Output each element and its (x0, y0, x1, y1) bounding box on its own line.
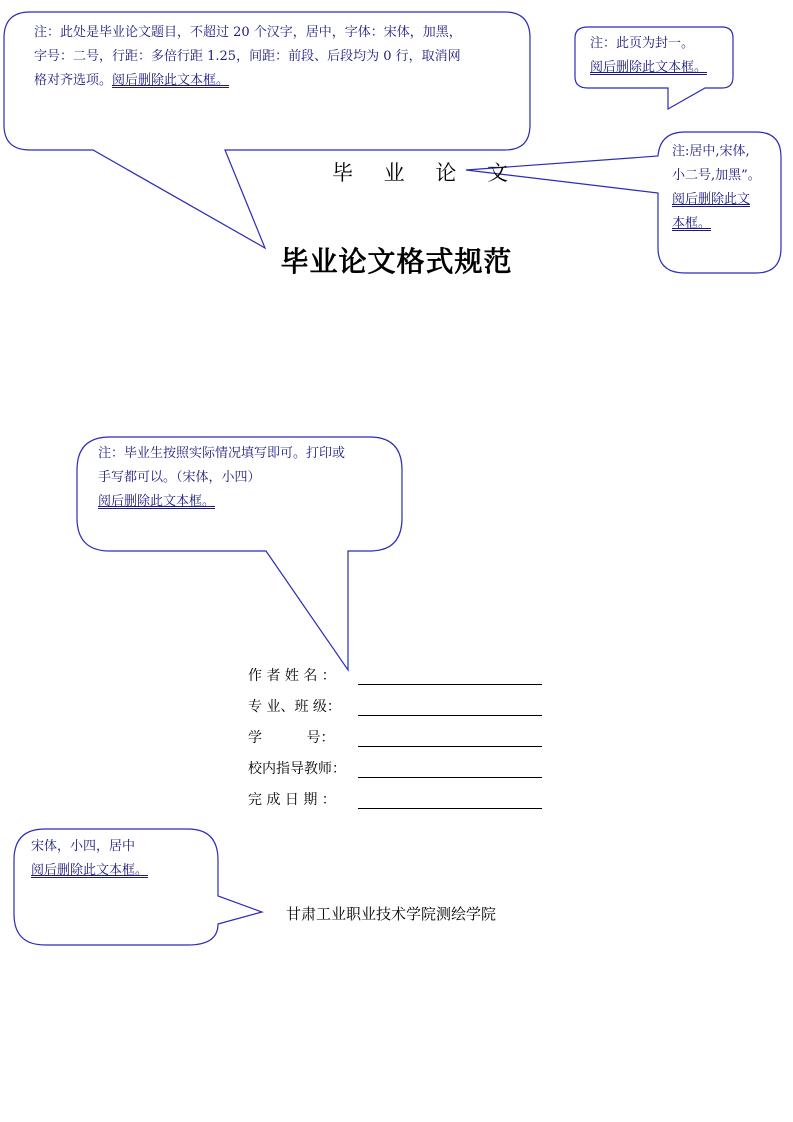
completion-date-field[interactable] (358, 788, 542, 809)
form-label-author-name: 作 者 姓 名 ： (248, 668, 336, 684)
header-note (672, 140, 761, 236)
title-note (34, 21, 514, 93)
author-name-field[interactable] (358, 664, 542, 685)
institution-note-delete: 阅后删除此文本框。 (31, 863, 149, 878)
cover-note-delete: 阅后删除此文本框。 (590, 60, 708, 75)
header-note-line-2: 小二号,加黑”。 (672, 168, 761, 183)
form-label-major-class: 专 业、班 级： (248, 699, 341, 715)
form-row-advisor (248, 756, 542, 778)
title-note-line-1: 注：此处是毕业论文题目，不超过 20 个汉字，居中，字体：宋体，加黑， (34, 25, 462, 40)
student-note-delete: 阅后删除此文本框。 (98, 494, 216, 509)
institution-note-line-1: 宋体，小四，居中 (31, 839, 136, 854)
form-row-author-name (248, 663, 542, 685)
title-note-line-3 (34, 69, 514, 93)
form-row-major-class (248, 694, 542, 716)
institution-note (31, 835, 148, 883)
form-label-completion-date: 完 成 日 期 ： (248, 792, 336, 808)
title-note-text: 格对齐选项。 (34, 73, 113, 88)
header-note-delete-1: 阅后删除此文 (672, 192, 751, 207)
student-note (98, 442, 345, 514)
form-row-completion-date (248, 787, 542, 809)
header-title: 毕 业 论 文 (332, 161, 521, 185)
student-note-line-2: 手写都可以。（宋体，小四） (98, 470, 261, 485)
title-note-line-2: 字号：二号，行距：多倍行距 1.25，间距：前段、后段均为 0 行，取消网 (34, 49, 461, 64)
institution-name: 甘肃工业职业技术学院测绘学院 (286, 905, 497, 923)
cover-note (590, 32, 707, 80)
student-note-line-1: 注：毕业生按照实际情况填写即可。打印或 (98, 446, 346, 461)
student-id-field[interactable] (358, 726, 542, 747)
cover-note-line-1: 注：此页为封一。 (590, 36, 695, 51)
form-row-student-id (248, 725, 542, 747)
header-note-delete-2: 本框。 (672, 216, 712, 231)
form-label-student-id: 学 号： (248, 730, 335, 746)
thesis-title: 毕业论文格式规范 (280, 245, 513, 278)
advisor-field[interactable] (358, 757, 542, 778)
header-note-line-1: 注:居中,宋体, (672, 144, 750, 159)
form-label-advisor: 校内指导教师： (248, 761, 346, 777)
major-class-field[interactable] (358, 695, 542, 716)
title-note-delete: 阅后删除此文本框。 (112, 73, 230, 88)
